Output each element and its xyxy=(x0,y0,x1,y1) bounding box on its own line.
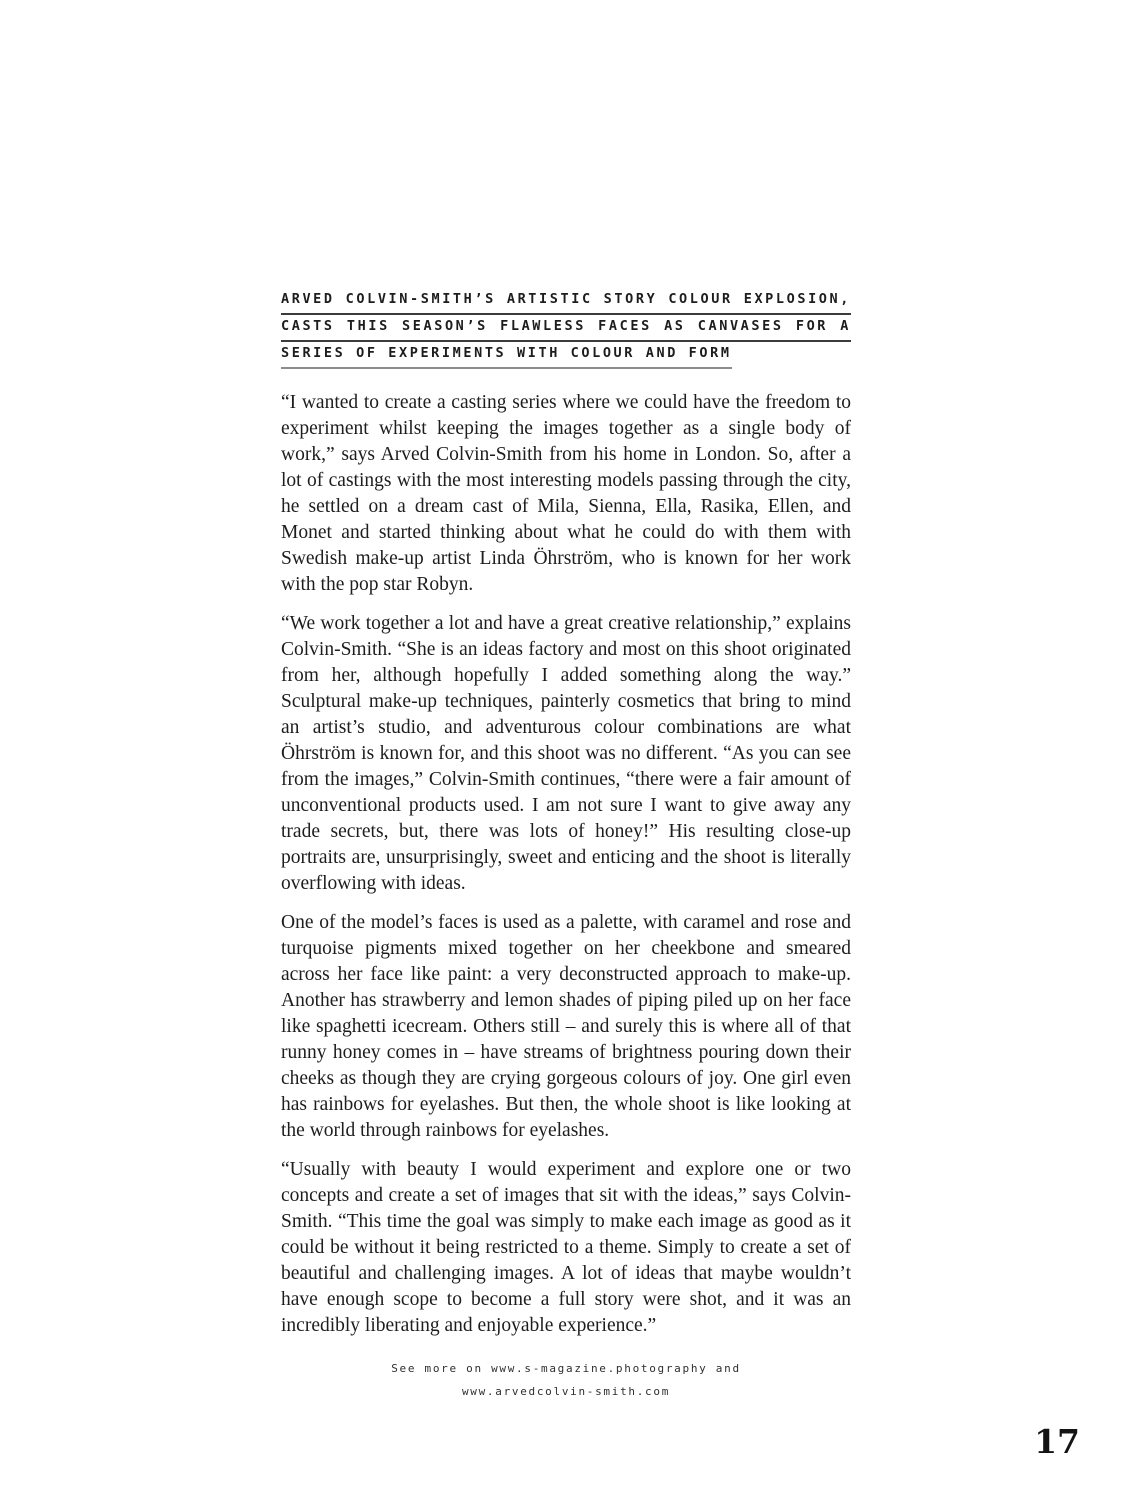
article-paragraph-2: “We work together a lot and have a great creative relationship,” explains Colvin-Smith. “She is an ideas factory and most on this shoot originated from her, although hopefully I added something along the way.” Sculptural make-up techniques, painterly cosmetics that bring to mind an artist’s studio, and adventurous colour combinations are what Öhrström is known for, and this shoot was no different. “As you can see from the images,” Colvin-Smith continues, “there were a fair amount of unconventional products used. I am not sure I want to give away any trade secrets, but, there was lots of honey!” His resulting close-up portraits are, unsurprisingly, sweet and enticing and the shoot is literally overflowing with ideas. xyxy=(281,613,851,894)
article-column xyxy=(281,292,851,1403)
headline-line-3: SERIES OF EXPERIMENTS WITH COLOUR AND FORM xyxy=(281,346,732,369)
see-more-note xyxy=(281,1357,851,1403)
headline-line-2: CASTS THIS SEASON’S FLAWLESS FACES AS CANVASES FOR A xyxy=(281,319,851,342)
page-number: 17 xyxy=(1034,1422,1080,1461)
headline-line-1: ARVED COLVIN-SMITH’S ARTISTIC STORY COLOUR EXPLOSION, xyxy=(281,292,851,315)
article-paragraph-3: One of the model’s faces is used as a palette, with caramel and rose and turquoise pigments mixed together on her cheekbone and smeared across her face like paint: a very deconstructed approach to make-up. Another has strawberry and lemon shades of piping piled up on her face like spaghetti icecream. Others still – and surely this is where all of that runny honey comes in – have streams of brightness pouring down their cheeks as though they are crying gorgeous colours of joy. One girl even has rainbows for eyelashes. But then, the whole shoot is like looking at the world through rainbows for eyelashes. xyxy=(281,912,851,1141)
article-headline xyxy=(281,292,851,374)
article-body xyxy=(281,390,851,1339)
see-more-line-1: See more on www.s-magazine.photography and xyxy=(391,1362,741,1375)
article-paragraph-1: “I wanted to create a casting series where we could have the freedom to experiment whilst keeping the images together as a single body of work,” says Arved Colvin-Smith from his home in London. So, after a lot of castings with the most interesting models passing through the city, he settled on a dream cast of Mila, Sienna, Ella, Rasika, Ellen, and Monet and started thinking about what he could do with them with Swedish make-up artist Linda Öhrström, who is known for her work with the pop star Robyn. xyxy=(281,392,851,595)
see-more-line-2: www.arvedcolvin-smith.com xyxy=(461,1385,671,1398)
article-paragraph-4: “Usually with beauty I would experiment and explore one or two concepts and create a set of images that sit with the ideas,” says Colvin-Smith. “This time the goal was simply to make each image as good as it could be without it being restricted to a theme. Simply to create a set of beautiful and challenging images. A lot of ideas that maybe wouldn’t have enough scope to become a full story were shot, and it was an incredibly liberating and enjoyable experience.” xyxy=(281,1159,851,1336)
